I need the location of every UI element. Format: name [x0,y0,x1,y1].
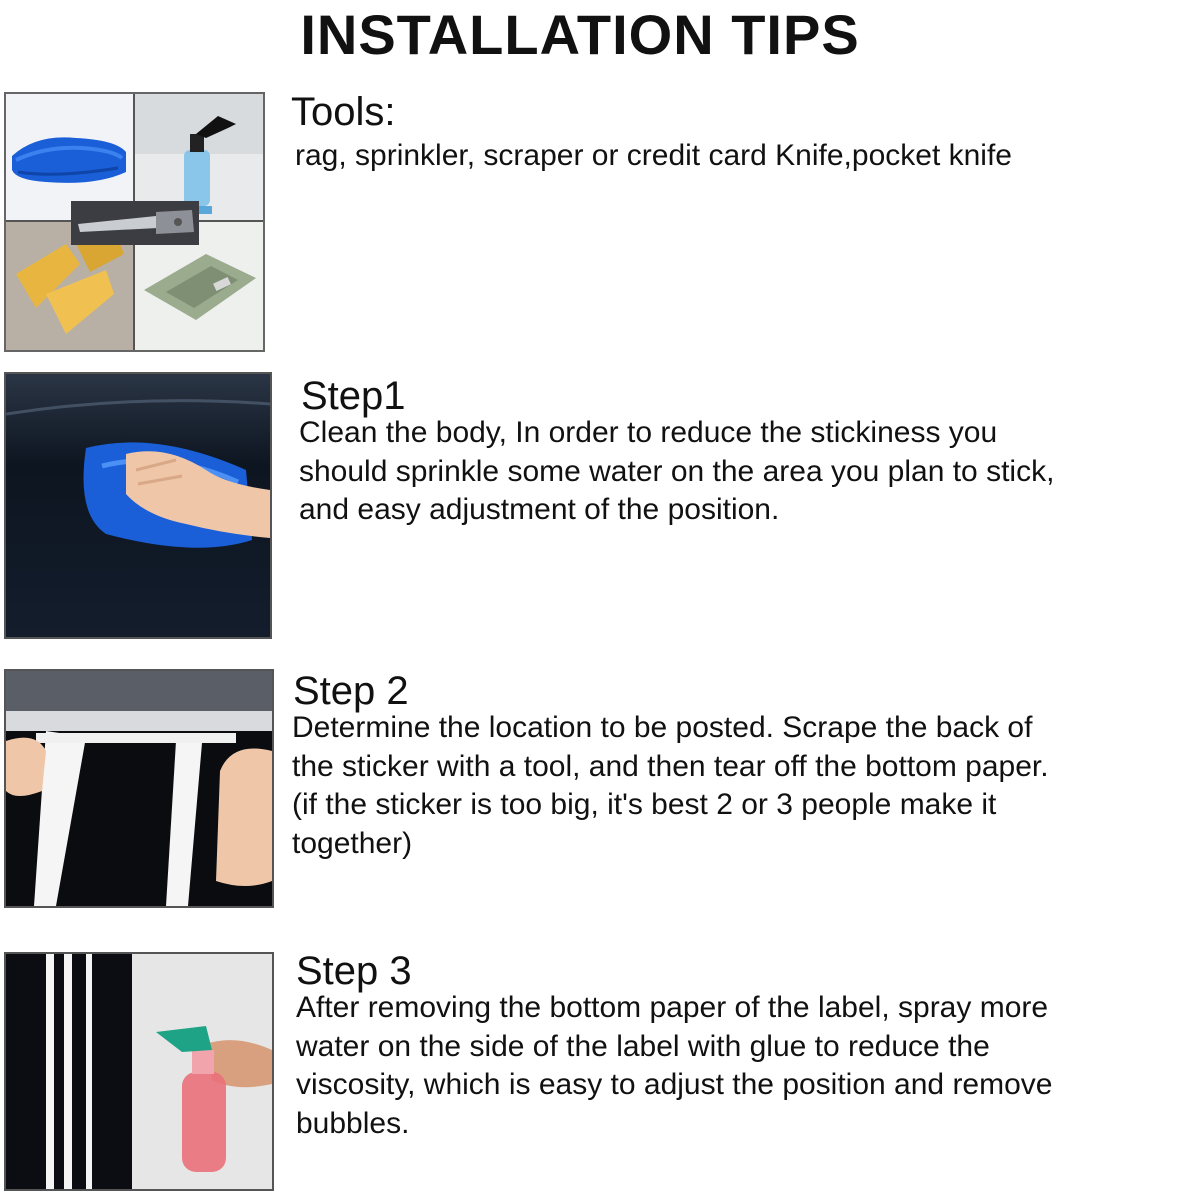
tools-section [0,0,1200,360]
tools-description: rag, sprinkler, scraper or credit card Knife,pocket knife [295,139,1012,172]
step-2-description: Determine the location to be posted. Scrape the back of the sticker with a tool, and then tear off the bottom paper. (if the sticker is too big, it's best 2 or 3 people make it together) [292,711,1049,860]
step-1-description: Clean the body, In order to reduce the stickiness you should sprinkle some water on the area you plan to stick, and easy adjustment of the position. [299,416,1055,526]
step-3-section [0,930,1200,1200]
page-title: INSTALLATION TIPS [300,3,860,66]
applying-sticker-image [4,669,274,908]
spraying-water-image [4,952,274,1191]
step-2-section [0,650,1200,920]
step-1-heading: Step1 [301,374,406,418]
step-3-description: After removing the bottom paper of the label, spray more water on the side of the label with glue to reduce the viscosity, which is easy to adjust the position and remove bubbles. [296,991,1053,1140]
step-2-heading: Step 2 [293,669,409,713]
cleaning-car-image [4,372,272,639]
tools-heading: Tools: [291,90,396,134]
tools-collage [4,92,265,352]
step-3-heading: Step 3 [296,949,412,993]
knife-image [71,201,199,245]
step-1-section [0,360,1200,650]
